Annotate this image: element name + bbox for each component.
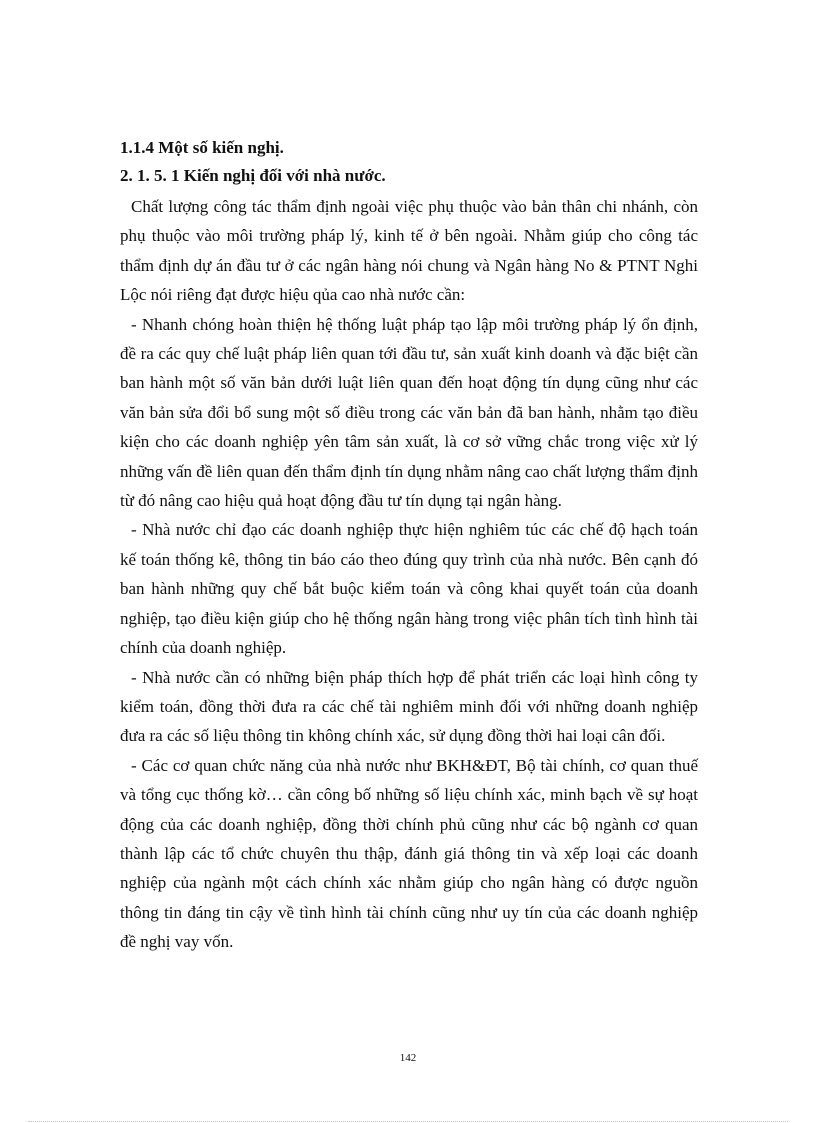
paragraph-accounting: - Nhà nước chỉ đạo các doanh nghiệp thực hiện nghiêm túc các chế độ hạch toán kế toán thống kê, thông tin báo cáo theo đúng quy trình của nhà nước. Bên cạnh đó ban hành những quy chế bắt buộc kiểm toán và công khai quyết toán của doanh nghiệp, tạo điều kiện giúp cho hệ thống ngân hàng trong việc phân tích tình hình tài chính của doanh nghiệp. xyxy=(120,520,698,658)
subsection-heading: 2. 1. 5. 1 Kiến nghị đối với nhà nước. xyxy=(120,166,386,185)
section-heading: 1.1.4 Một số kiến nghị. xyxy=(120,138,284,157)
paragraph-intro: Chất lượng công tác thẩm định ngoài việc phụ thuộc vào bản thân chi nhánh, còn phụ thuộc vào môi trường pháp lý, kinh tế ở bên ngoài. Nhằm giúp cho công tác thẩm định dự án đầu tư ở các ngân hàng nói chung và Ngân hàng No & PTNT Nghi Lộc nói riêng đạt được hiệu qủa cao nhà nước cần: xyxy=(120,197,698,305)
paragraph-auditing: - Nhà nước cần có những biện pháp thích hợp để phát triển các loại hình công ty kiểm toán, đồng thời đưa ra các chế tài nghiêm minh đối với những doanh nghiệp đưa ra các số liệu thông tin không chính xác, sử dụng đồng thời hai loại cân đối. xyxy=(120,667,698,746)
page-bottom-rule xyxy=(28,1121,788,1122)
paragraph-agencies: - Các cơ quan chức năng của nhà nước như BKH&ĐT, Bộ tài chính, cơ quan thuế và tổng cục thống kờ… cần công bố những số liệu chính xác, minh bạch về sự hoạt động của các doanh nghiệp, đồng thời chính phủ cũng như các bộ ngành cơ quan thành lập các tổ chức chuyên thu thập, đánh giá thông tin và xếp loại các doanh nghiệp của ngành một cách chính xác nhằm giúp cho ngân hàng có được nguồn thông tin đáng tin cậy về tình hình tài chính cũng như uy tín của các doanh nghiệp đề nghị vay vốn. xyxy=(120,755,698,952)
page-number: 142 xyxy=(399,1052,417,1064)
paragraph-legal-framework: - Nhanh chóng hoàn thiện hệ thống luật pháp tạo lập môi trường pháp lý ổn định, đề ra các quy chế luật pháp liên quan tới đầu tư, sản xuất kinh doanh và đặc biệt cần ban hành một số văn bản dưới luật liên quan đến hoạt động tín dụng cũng như các văn bản sửa đổi bổ sung một số điều trong các văn bản đã ban hành, nhằm tạo điều kiện cho các doanh nghiệp yên tâm sản xuất, là cơ sở vững chắc trong việc xử lý những vấn đề liên quan đến thẩm định tín dụng nhằm nâng cao chất lượng thẩm định từ đó nâng cao hiệu quả hoạt động đầu tư tín dụng tại ngân hàng. xyxy=(120,314,698,511)
page-body xyxy=(120,134,698,957)
